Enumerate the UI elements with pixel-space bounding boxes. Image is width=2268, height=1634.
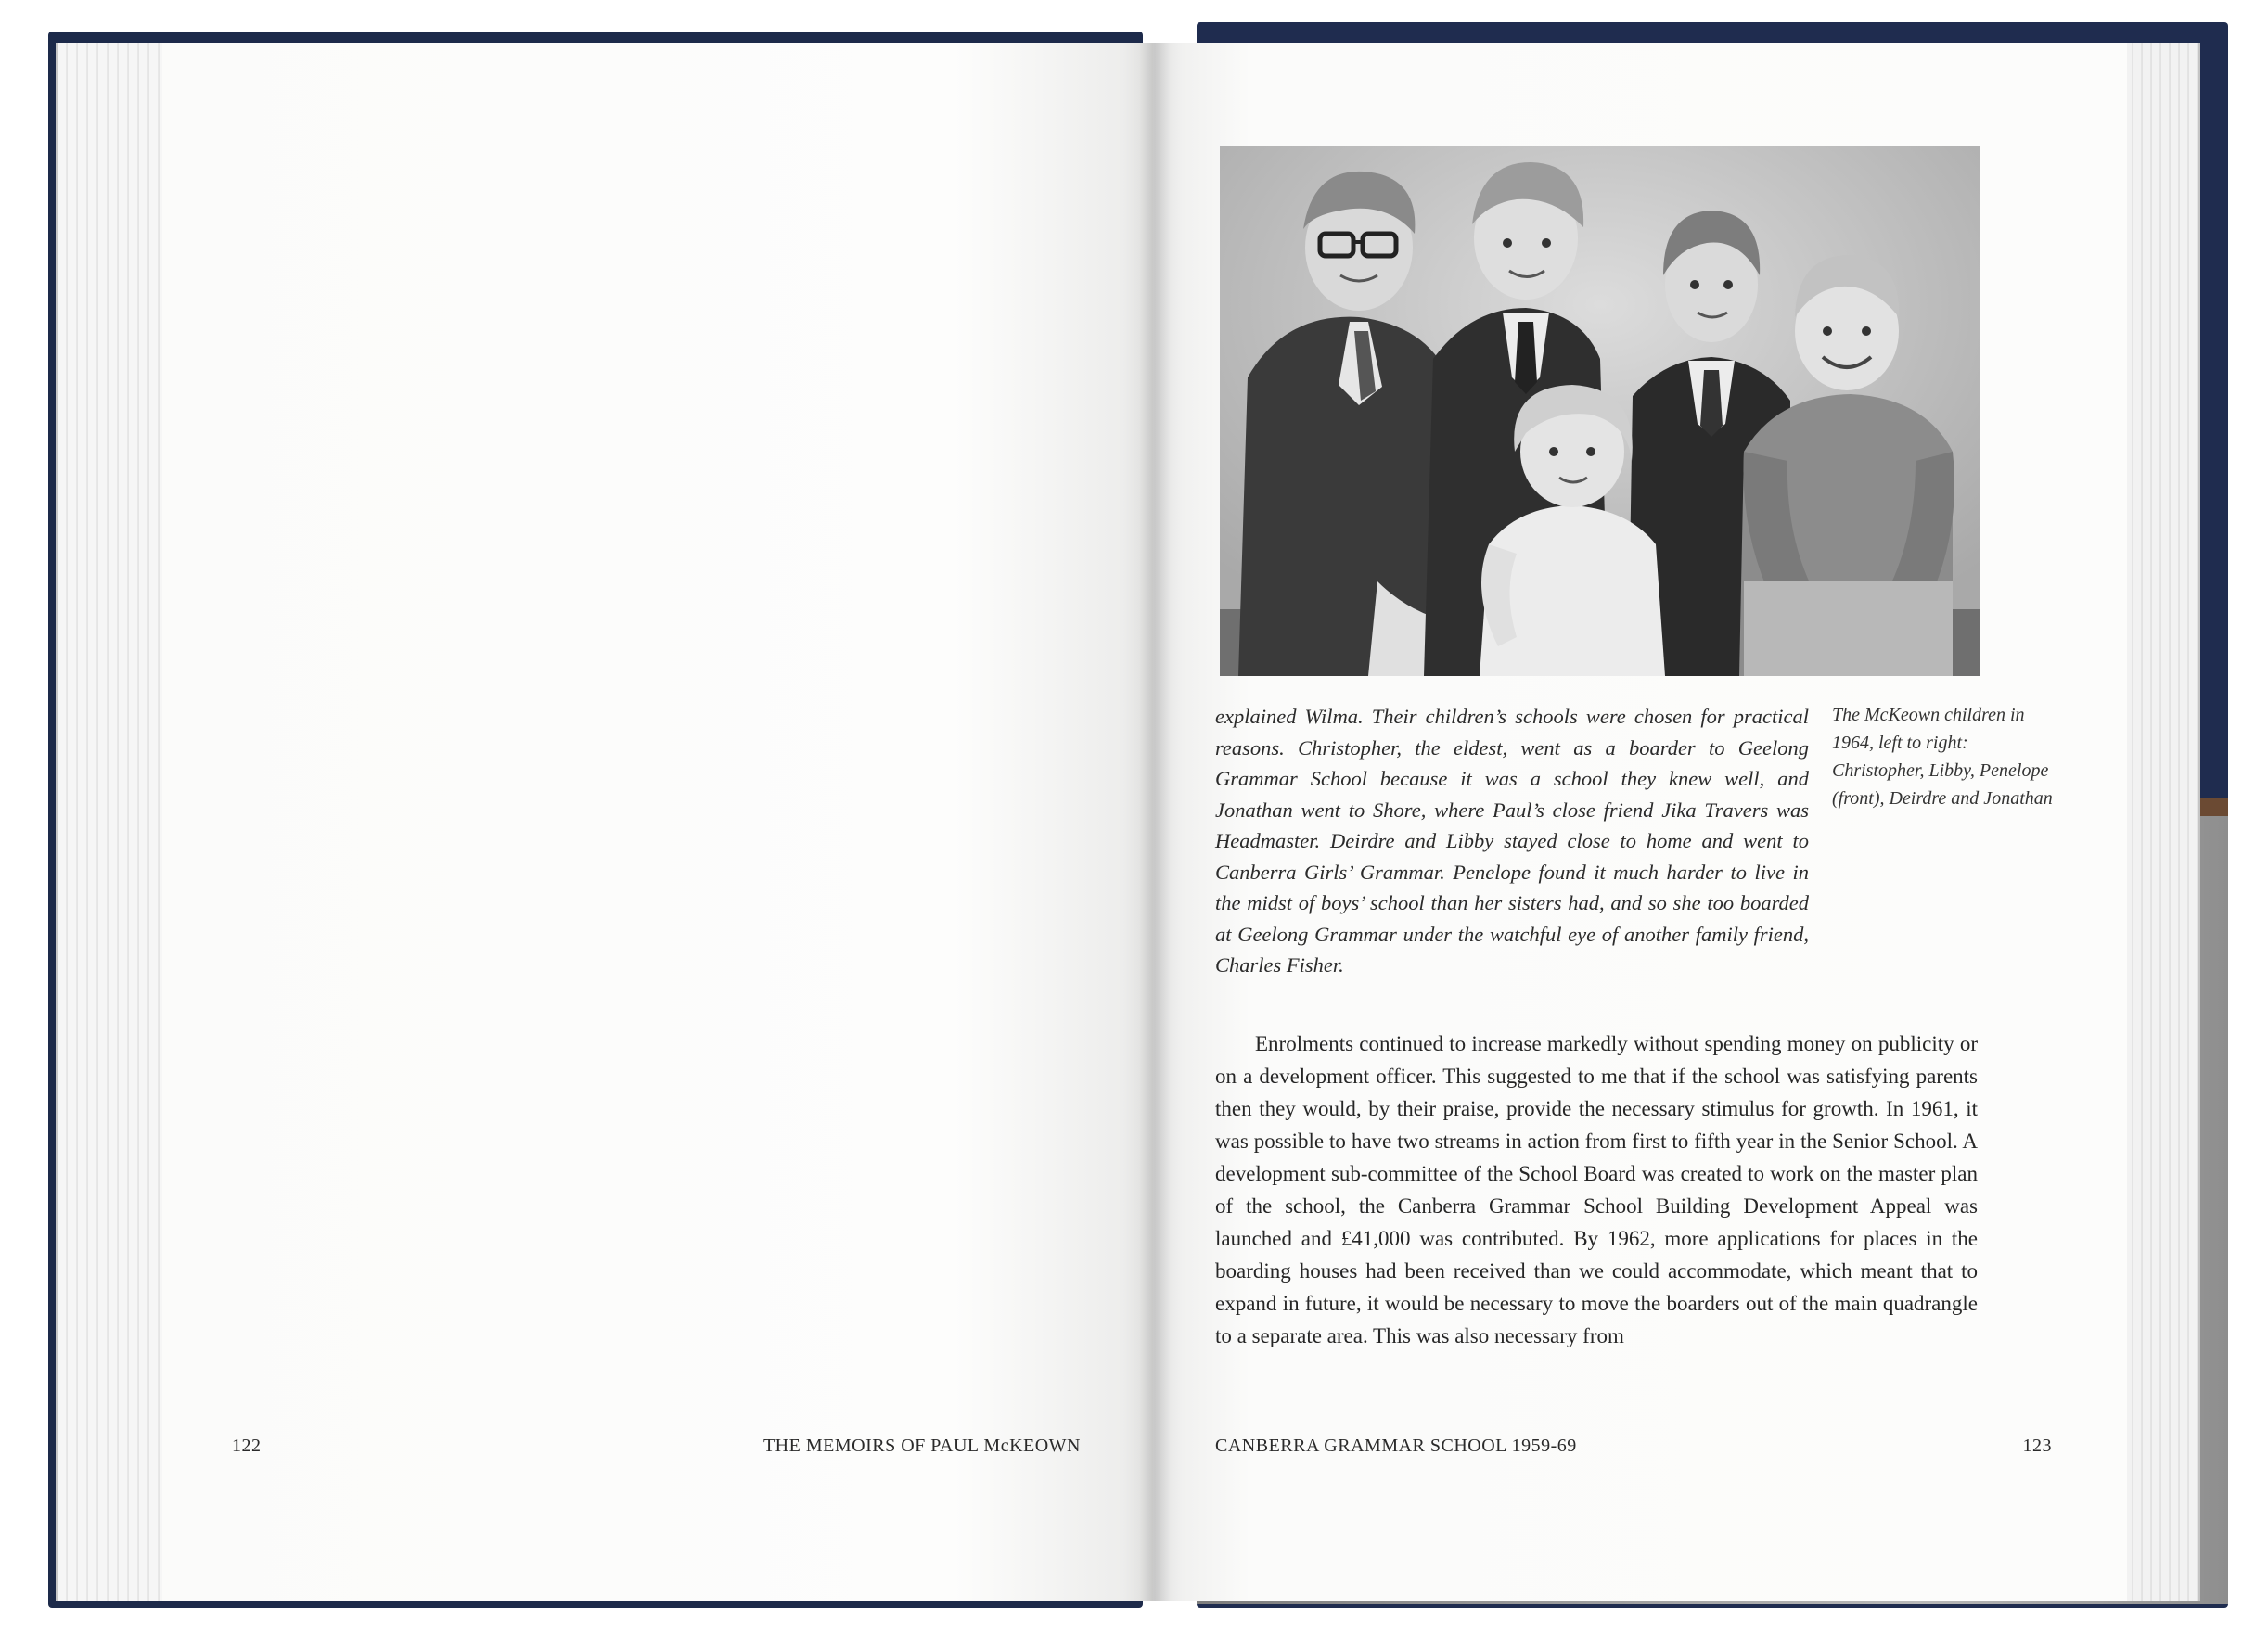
photo-illustration (1220, 146, 1980, 676)
running-head-right: CANBERRA GRAMMAR SCHOOL 1959-69 (1215, 1436, 1577, 1456)
left-page (162, 43, 1153, 1601)
body-paragraph: Enrolments continued to increase markedly without spending money on publicity or on a development officer. This suggested to me that if the school was satisfying parents then they would, by their praise, provide the necessary stimulus for growth. In 1961, it was possible to have two streams in action from first to fifth year in the Senior School. A development sub-committee of the School Board was created to work on the master plan of the school, the Canberra Grammar School Building Development Appeal was launched and £41,000 was contributed. By 1962, more applications for places in the boarding houses had been received than we could accommodate, which meant that to expand in future, it would be necessary to move the boarders out of the main quadrangle to a separate area. This was also necessary from (1215, 1032, 1978, 1347)
book-gutter (1139, 43, 1171, 1601)
page-number-left: 122 (232, 1436, 262, 1456)
page-number-right: 123 (2022, 1436, 2052, 1456)
italic-paragraph: explained Wilma. Their children’s schools were chosen for practical reasons. Christopher, the eldest, went as a boarder to Geelong Grammar School because it was a school they knew well, and Jonathan went to Shore, where Paul’s close friend Jika Travers was Headmaster. Deirdre and Libby stayed close to home and went to Canberra Girls’ Grammar. Penelope found it much harder to live in the midst of boys’ school than her sisters had, and so she too boarded at Geelong Grammar under the watchful eye of another family friend, Charles Fisher. (1215, 705, 1809, 977)
running-head-left: THE MEMOIRS OF PAUL McKEOWN (762, 1436, 1081, 1456)
photo-caption: The McKeown children in 1964, left to right: Christopher, Libby, Penelope (front), Deirdre and Jonathan (1832, 705, 2053, 809)
family-photograph (1220, 146, 1980, 676)
page-edges-left (56, 43, 169, 1601)
